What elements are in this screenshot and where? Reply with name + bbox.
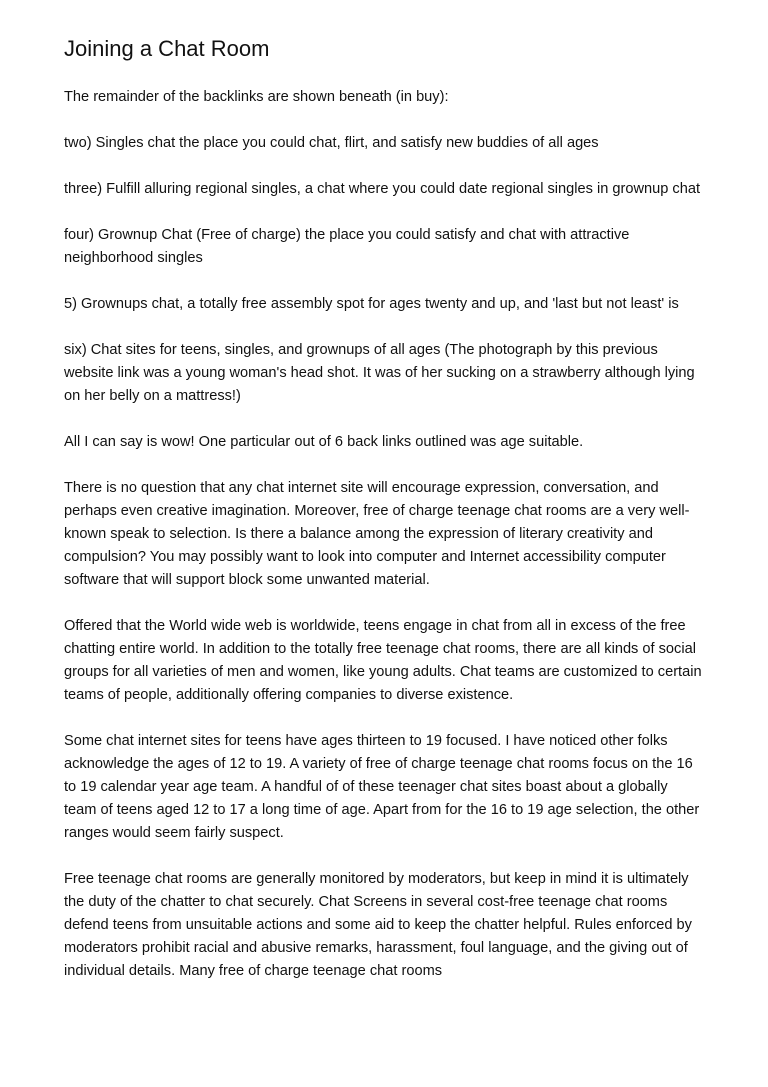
paragraph-link-four: four) Grownup Chat (Free of charge) the place you could satisfy and chat with attractive neighborhood singles [64,227,630,266]
paragraph-worldwide: Offered that the World wide web is worldwide, teens engage in chat from all in excess of the free chatting entire world. In addition to the totally free teenage chat rooms, there are all kinds of social groups for all varieties of men and women, like young adults. Chat teams are customized to certain teams of people, additionally offering companies to diverse existence. [64,618,702,703]
paragraph-link-five: 5) Grownups chat, a totally free assembly spot for ages twenty and up, and 'last but not least' is [64,296,679,312]
paragraph-age-ranges: Some chat internet sites for teens have ages thirteen to 19 focused. I have noticed other folks acknowledge the ages of 12 to 19. A variety of free of charge teenage chat rooms focus on the 16 to 19 calendar year age team. A handful of of these teenager chat sites boast about a globally team of teens aged 12 to 17 a long time of age. Apart from for the 16 to 19 age selection, the other ranges would seem fairly suspect. [64,733,700,841]
paragraph-link-three: three) Fulfill alluring regional singles, a chat where you could date regional singles in grownup chat [64,181,701,197]
paragraph-intro: The remainder of the backlinks are shown beneath (in buy): [64,89,449,105]
paragraph-expression: There is no question that any chat internet site will encourage expression, conversation, and perhaps even creative imagination. Moreover, free of charge teenage chat rooms are a very well-known speak to selection. Is there a balance among the expression of literary creativity and compulsion? You may possibly want to look into computer and Internet accessibility computer software that will support block some unwanted material. [64,480,690,588]
paragraph-moderators: Free teenage chat rooms are generally monitored by moderators, but keep in mind it is ultimately the duty of the chatter to chat securely. Chat Screens in several cost-free teenage chat rooms defend teens from unsuitable actions and some aid to keep the chatter helpful. Rules enforced by moderators prohibit racial and abusive remarks, harassment, foul language, and the giving out of individual details. Many free of charge teenage chat rooms [64,871,692,979]
paragraph-link-six: six) Chat sites for teens, singles, and grownups of all ages (The photograph by this previous website link was a young woman's head shot. It was of her sucking on a strawberry although lying on her belly on a mattress!) [64,342,695,404]
paragraph-link-two: two) Singles chat the place you could chat, flirt, and satisfy new buddies of all ages [64,135,599,151]
paragraph-wow: All I can say is wow! One particular out of 6 back links outlined was age suitable. [64,434,584,450]
page-title: Joining a Chat Room [64,36,270,61]
